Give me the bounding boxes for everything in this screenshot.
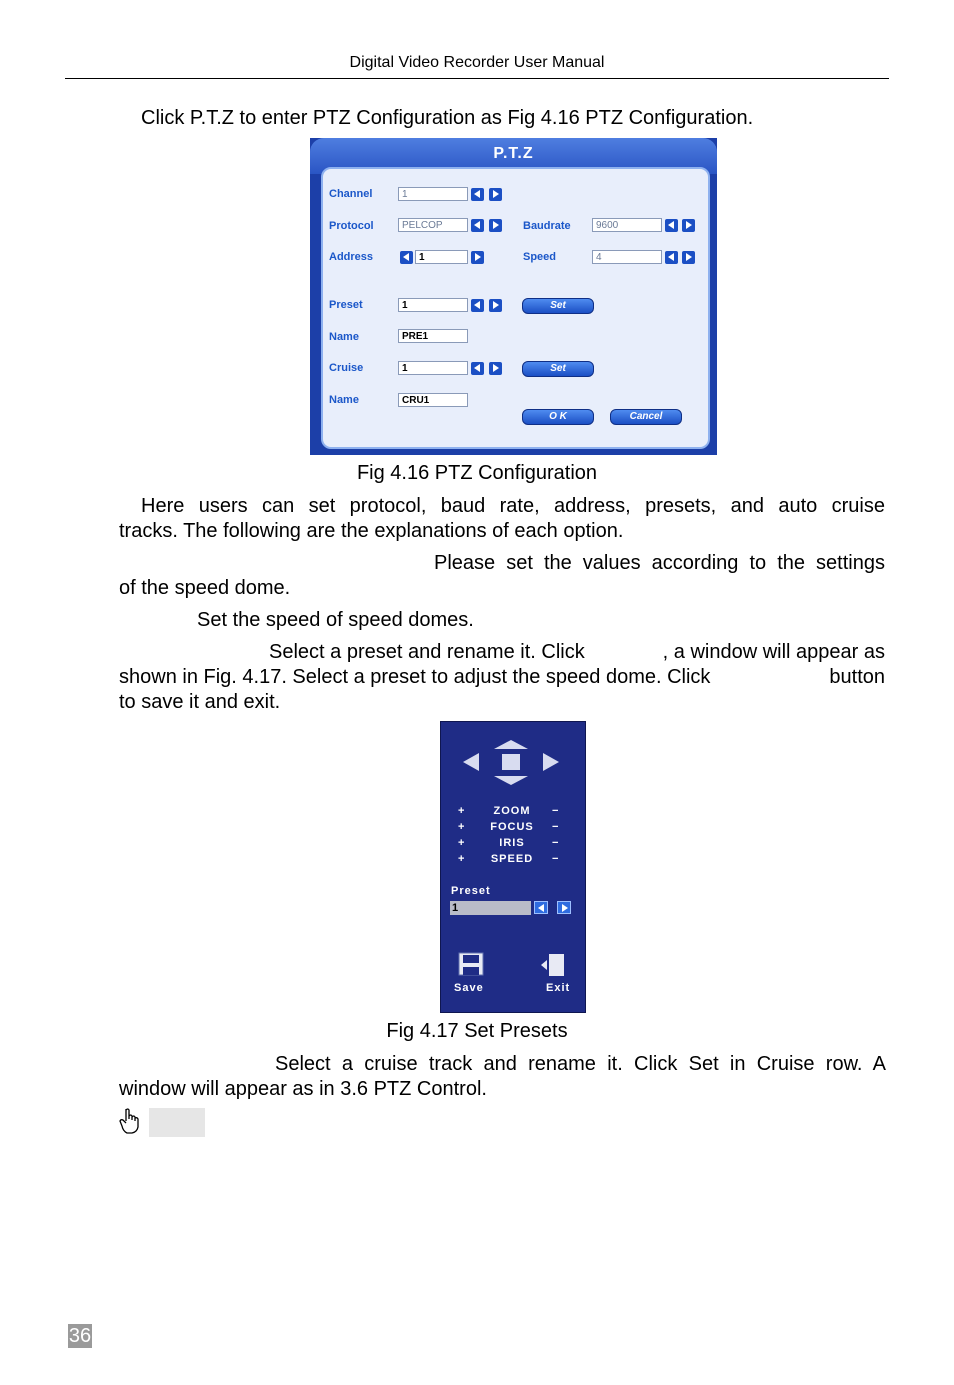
speed-row-label: SPEED (490, 853, 534, 865)
channel-field[interactable]: 1 (398, 187, 468, 201)
paragraph-5-line-1: Select a cruise track and rename it. Click Set in Cruise row. A (275, 1053, 886, 1075)
running-header: Digital Video Recorder User Manual (349, 54, 605, 71)
save-icon (459, 953, 483, 975)
address-prev-icon[interactable] (400, 251, 413, 264)
focus-minus-button[interactable]: − (552, 821, 560, 833)
zoom-plus-button[interactable]: + (458, 805, 466, 817)
preset-panel-label: Preset (451, 885, 491, 897)
speed-plus-button[interactable]: + (458, 853, 466, 865)
preset-set-button[interactable]: Set (522, 298, 594, 314)
zoom-minus-button[interactable]: − (552, 805, 560, 817)
ptz-title: P.T.Z (493, 145, 534, 162)
channel-prev-icon[interactable] (471, 188, 484, 201)
cruise-name-field[interactable]: CRU1 (398, 393, 468, 407)
paragraph-4-line-2a: shown in Fig. 4.17. Select a preset to adjust the speed dome. Click (119, 666, 711, 688)
preset-field[interactable]: 1 (398, 298, 468, 312)
protocol-next-icon[interactable] (489, 219, 502, 232)
right-arrow-icon (543, 753, 559, 771)
cruise-next-icon[interactable] (489, 362, 502, 375)
address-label: Address (329, 251, 374, 263)
address-field[interactable]: 1 (415, 250, 468, 264)
exit-icon (541, 954, 564, 976)
exit-button[interactable]: Exit (546, 982, 571, 994)
baudrate-field[interactable]: 9600 (592, 218, 662, 232)
cruise-prev-icon[interactable] (471, 362, 484, 375)
down-arrow-icon (494, 776, 528, 785)
zoom-row (441, 805, 586, 821)
address-next-icon[interactable] (471, 251, 484, 264)
paragraph-4-line-1b: , a window will appear as (662, 641, 885, 663)
page-number: 36 (68, 1325, 92, 1347)
cruise-set-button[interactable]: Set (522, 361, 594, 377)
focus-label: FOCUS (490, 821, 534, 833)
preset-panel-field[interactable]: 1 (450, 901, 531, 915)
left-arrow-icon (463, 753, 479, 771)
channel-next-icon[interactable] (489, 188, 502, 201)
ptz-configuration-figure (310, 138, 717, 455)
cruise-label: Cruise (329, 362, 364, 374)
iris-minus-button[interactable]: − (552, 837, 560, 849)
paragraph-4-line-2b: button (829, 666, 885, 688)
cruise-field[interactable]: 1 (398, 361, 468, 375)
speed-next-icon[interactable] (682, 251, 695, 264)
protocol-field[interactable]: PELCOP (398, 218, 468, 232)
save-button[interactable]: Save (454, 982, 484, 994)
speed-field[interactable]: 4 (592, 250, 662, 264)
paragraph-4-line-3: to save it and exit. (119, 691, 281, 713)
paragraph-2-line-1: Please set the values according to the settings (434, 552, 885, 574)
preset-prev-icon[interactable] (471, 299, 484, 312)
note-box (149, 1108, 205, 1137)
iris-row (441, 837, 586, 853)
header-rule (65, 78, 889, 79)
preset-next-icon[interactable] (489, 299, 502, 312)
cancel-button[interactable]: Cancel (610, 409, 682, 425)
paragraph-5-line-2: window will appear as in 3.6 PTZ Control. (119, 1078, 487, 1100)
focus-plus-button[interactable]: + (458, 821, 466, 833)
speed-row (441, 853, 586, 869)
protocol-label: Protocol (329, 220, 374, 232)
preset-name-field[interactable]: PRE1 (398, 329, 468, 343)
fig-4-17-caption: Fig 4.17 Set Presets (386, 1020, 568, 1042)
speed-minus-button[interactable]: − (552, 853, 560, 865)
paragraph-1-line-1: Here users can set protocol, baud rate, address, presets, and auto cruise (141, 495, 885, 517)
focus-row (441, 821, 586, 837)
channel-label: Channel (329, 188, 373, 200)
preset-panel-next-icon[interactable] (557, 901, 571, 914)
ok-button[interactable]: O K (522, 409, 594, 425)
preset-name-label: Name (329, 331, 359, 343)
baudrate-next-icon[interactable] (682, 219, 695, 232)
preset-panel-prev-icon[interactable] (534, 901, 548, 914)
preset-label: Preset (329, 299, 363, 311)
baudrate-prev-icon[interactable] (665, 219, 678, 232)
intro-text: Click P.T.Z to enter PTZ Configuration as Fig 4.16 PTZ Configuration. (141, 107, 754, 129)
up-arrow-icon (494, 740, 528, 749)
pointing-hand-icon (118, 1107, 142, 1135)
stop-icon (502, 754, 520, 770)
speed-prev-icon[interactable] (665, 251, 678, 264)
set-presets-figure (440, 721, 586, 1013)
protocol-prev-icon[interactable] (471, 219, 484, 232)
fig-4-16-caption: Fig 4.16 PTZ Configuration (356, 462, 598, 484)
ptz-panel (321, 167, 710, 449)
paragraph-4-line-1a: Select a preset and rename it. Click (269, 641, 585, 663)
baudrate-label: Baudrate (523, 220, 571, 232)
speed-label: Speed (523, 251, 557, 263)
zoom-label: ZOOM (493, 805, 531, 817)
iris-label: IRIS (499, 837, 525, 849)
iris-plus-button[interactable]: + (458, 837, 466, 849)
paragraph-3: Set the speed of speed domes. (197, 609, 474, 631)
paragraph-1-line-2: tracks. The following are the explanations of each option. (119, 520, 624, 542)
cruise-name-label: Name (329, 394, 359, 406)
paragraph-2-line-2: of the speed dome. (119, 577, 291, 599)
